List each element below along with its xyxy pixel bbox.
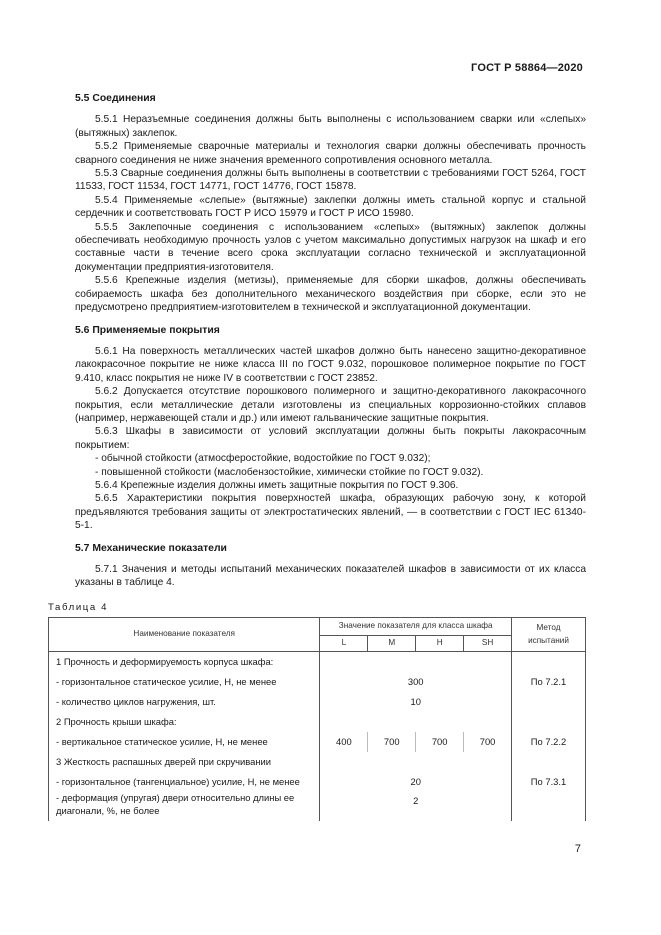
paragraph-5-6-3: 5.6.3 Шкафы в зависимости от условий эксплуатации должны быть покрыты лакокрасочным покрытием: — [75, 426, 586, 451]
paragraph-5-7-1: 5.7.1 Значения и методы испытаний механических показателей шкафов в зависимости от их класса указаны в таблице 4. — [75, 564, 586, 589]
paragraph-5-6-1: 5.6.1 На поверхность металлических частей шкафов должно быть нанесено защитно-декоративное лакокрасочное покрытие не ниже класса III по ГОСТ 9.032, порошковое полимерное покрытие по ГОСТ 9.410, класс покрытия не ниже IV в соответствии с ГОСТ 23852. — [75, 345, 586, 384]
paragraph-5-5-5: 5.5.5 Заклепочные соединения с использованием «слепых» (вытяжных) заклепок должны обеспечивать необходимую прочность узлов с учетом максимально допустимых нагрузок на шкаф и его составные части в течение всего срока эксплуатации согласно технической и эксплуатационной документации предприятия-изготовителя. — [75, 221, 586, 273]
table-4 — [48, 617, 586, 821]
row-value: 300 — [407, 675, 424, 687]
row-value-m: 700 — [368, 732, 416, 752]
paragraph-5-6-4: 5.6.4 Крепежные изделия должны иметь защитные покрытия по ГОСТ 9.306. — [95, 479, 459, 491]
table-row — [49, 772, 586, 792]
row-method: По 7.3.1 — [512, 772, 586, 792]
row-method — [512, 692, 586, 712]
table-row — [49, 652, 586, 673]
row-name: 2 Прочность крыши шкафа: — [49, 712, 320, 732]
row-value: 20 — [410, 775, 421, 787]
table-row — [49, 672, 586, 692]
row-value-h: 700 — [416, 732, 464, 752]
section-title-5-5: 5.5 Соединения — [75, 93, 156, 104]
row-name: 3 Жесткость распашных дверей при скручивании — [49, 752, 320, 772]
row-value — [320, 712, 512, 732]
paragraph-5-5-2: 5.5.2 Применяемые сварочные материалы и технология сварки должны обеспечивать прочность сварного соединения не ниже значения временного сопротивления основного металла. — [75, 141, 586, 166]
list-item-high-resistance: - повышенной стойкости (маслобензостойкие, химически стойкие по ГОСТ 9.032). — [95, 466, 484, 478]
header-class-m: M — [368, 636, 416, 652]
table-row — [49, 792, 586, 821]
row-value — [320, 752, 512, 772]
paragraph-5-6-5: 5.6.5 Характеристики покрытия поверхностей шкафа, образующих рабочую зону, к которой предъявляются требования защиты от электростатических явлений, — в соответствии с ГОСТ IEC 61340-5-1. — [75, 493, 586, 532]
table-row — [49, 732, 586, 752]
row-value-l: 400 — [320, 732, 368, 752]
list-item-normal-resistance: - обычной стойкости (атмосферостойкие, водостойкие по ГОСТ 9.032); — [95, 453, 431, 465]
row-name: - горизонтальное (тангенциальное) усилие, Н, не менее — [49, 772, 320, 792]
header-indicator-name: Наименование показателя — [49, 618, 320, 652]
row-method — [512, 712, 586, 732]
row-method: По 7.2.1 — [512, 672, 586, 692]
section-title-5-7: 5.7 Механические показатели — [75, 542, 227, 554]
row-method — [512, 792, 586, 821]
table-caption: Таблица 4 — [48, 601, 109, 613]
row-name: - деформация (упругая) двери относительно длины ее диагонали, %, не более — [49, 792, 320, 821]
paragraph-5-5-6: 5.5.6 Крепежные изделия (метизы), применяемые для сборки шкафов, должны обеспечивать собираемость шкафа без дополнительного механического воздействия при сборке, если это не предусмотрено предприятием-изготовителем в технической и эксплуатационной документации. — [75, 275, 586, 314]
row-method: По 7.2.2 — [512, 732, 586, 752]
header-class-l: L — [320, 636, 368, 652]
row-method — [512, 752, 586, 772]
row-name: 1 Прочность и деформируемость корпуса шкафа: — [49, 652, 320, 673]
paragraph-5-5-1: 5.5.1 Неразъемные соединения должны быть выполнены с использованием сварки или «слепых» (вытяжных) заклепок. — [75, 114, 586, 139]
header-class-value: Значение показателя для класса шкафа — [320, 618, 512, 636]
table-row — [49, 752, 586, 772]
row-value-sh: 700 — [479, 735, 496, 747]
standard-code: ГОСТ Р 58864—2020 — [471, 62, 583, 74]
page-number: 7 — [574, 843, 581, 855]
row-name: - количество циклов нагружения, шт. — [49, 692, 320, 712]
row-value: 2 — [413, 795, 419, 807]
header-test-method: Метод испытаний — [512, 618, 586, 652]
row-value — [320, 652, 512, 673]
row-value: 10 — [410, 695, 421, 707]
paragraph-5-6-2: 5.6.2 Допускается отсутствие порошкового полимерного и защитно-декоративного лакокрасочного покрытия, если металлические детали изготовлены из специальных коррозионно-стойких сплавов (например, нержавеющей стали и др.) или имеют гальванические защитные покрытия. — [75, 386, 586, 424]
table-row — [49, 712, 586, 732]
section-title-5-6: 5.6 Применяемые покрытия — [75, 324, 220, 336]
header-class-sh: SH — [464, 636, 512, 652]
row-method — [512, 652, 586, 673]
paragraph-5-5-3: 5.5.3 Сварные соединения должны быть выполнены в соответствии с требованиями ГОСТ 5264, ГОСТ 11533, ГОСТ 11534, ГОСТ 14771, ГОСТ 14776, ГОСТ 15878. — [75, 168, 586, 193]
table-row — [49, 692, 586, 712]
paragraph-5-5-4: 5.5.4 Применяемые «слепые» (вытяжные) заклепки должны иметь стальной корпус и стальной сердечник и соответствовать ГОСТ Р ИСО 15979 и ГОСТ Р ИСО 15980. — [75, 194, 586, 220]
row-name: - вертикальное статическое усилие, Н, не менее — [49, 732, 320, 752]
page-content — [48, 92, 586, 821]
row-name: - горизонтальное статическое усилие, Н, не менее — [49, 672, 320, 692]
header-class-h: H — [416, 636, 464, 652]
